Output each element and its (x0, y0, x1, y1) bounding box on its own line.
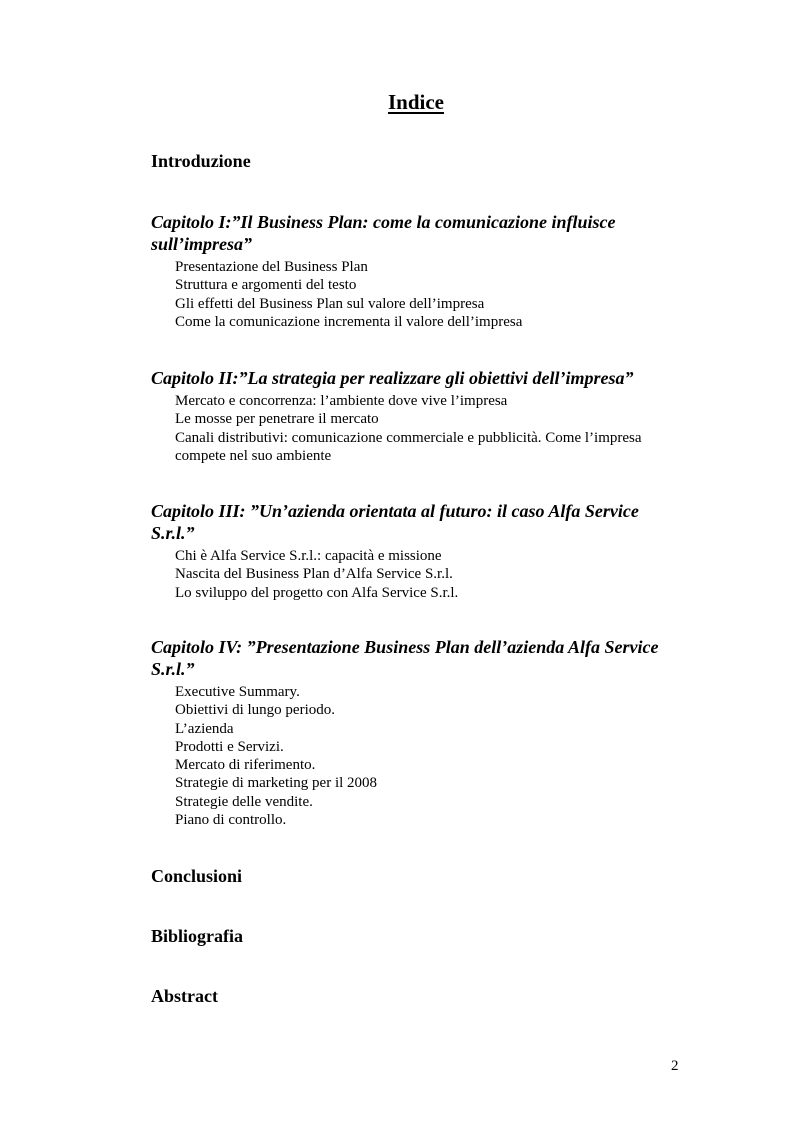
toc-item: Gli effetti del Business Plan sul valore dell’impresa (175, 295, 485, 312)
page-number: 2 (671, 1058, 679, 1074)
chapter-1-heading-line-1: Capitolo I:”Il Business Plan: come la comunicazione influisce (151, 212, 616, 232)
chapter-3-items (151, 547, 711, 602)
toc-entry-bibliografia (151, 925, 711, 947)
toc-item: Presentazione del Business Plan (175, 259, 368, 275)
toc-chapter-4 (151, 636, 711, 829)
toc-item: compete nel suo ambiente (175, 447, 332, 464)
chapter-2-items (151, 392, 711, 465)
toc-item: Strategie di marketing per il 2008 (175, 775, 378, 792)
toc-entry-abstract (151, 985, 711, 1007)
chapter-2-heading (151, 367, 711, 389)
toc-item: Mercato e concorrenza: l’ambiente dove vive l’impresa (175, 393, 508, 409)
chapter-3-heading (151, 500, 711, 544)
toc-item: Canali distributivi: comunicazione commerciale e pubblicità. Come l’impresa (175, 429, 642, 446)
toc-item: Mercato di riferimento. (175, 757, 316, 774)
toc-chapter-3 (151, 500, 711, 602)
chapter-4-heading-line-1: Capitolo IV: ”Presentazione Business Plan dell’azienda Alfa Service (151, 637, 659, 657)
toc-item: Nascita del Business Plan d’Alfa Service S.r.l. (175, 566, 453, 583)
chapter-3-heading-line-1: Capitolo III: ”Un’azienda orientata al futuro: il caso Alfa Service (151, 501, 639, 521)
chapter-1-heading-line-2: sull’impresa” (151, 234, 253, 254)
chapter-3-heading-line-2: S.r.l.” (151, 523, 195, 543)
toc-item: Le mosse per penetrare il mercato (175, 411, 379, 428)
toc-entry-introduzione (151, 150, 711, 172)
toc-entry-conclusioni (151, 865, 711, 887)
toc-heading-conclusioni: Conclusioni (151, 866, 243, 886)
toc-heading-abstract: Abstract (151, 986, 218, 1006)
chapter-1-items (151, 258, 711, 331)
chapter-2-heading-line-1: Capitolo II:”La strategia per realizzare gli obiettivi dell’impresa” (151, 368, 634, 388)
toc-item: Struttura e argomenti del testo (175, 277, 357, 294)
chapter-4-heading-line-2: S.r.l.” (151, 659, 195, 679)
toc-item: Strategie delle vendite. (175, 793, 313, 810)
toc-heading-introduzione: Introduzione (151, 151, 251, 171)
chapter-1-heading (151, 211, 711, 255)
toc-chapter-2 (151, 367, 711, 465)
toc-item: Lo sviluppo del progetto con Alfa Service S.r.l. (175, 584, 459, 601)
page-title: Indice (387, 90, 444, 114)
toc-item: Chi è Alfa Service S.r.l.: capacità e missione (175, 548, 442, 564)
toc-item: Obiettivi di lungo periodo. (175, 702, 335, 719)
toc-item: Come la comunicazione incrementa il valore dell’impresa (175, 313, 523, 330)
chapter-4-heading (151, 636, 711, 680)
chapter-4-items (151, 683, 711, 829)
toc-item: L’azienda (175, 720, 234, 737)
toc-chapter-1 (151, 211, 711, 331)
toc-item: Piano di controllo. (175, 812, 287, 829)
toc-item: Executive Summary. (175, 684, 300, 700)
toc-heading-bibliografia: Bibliografia (151, 926, 244, 946)
toc-item: Prodotti e Servizi. (175, 738, 284, 755)
